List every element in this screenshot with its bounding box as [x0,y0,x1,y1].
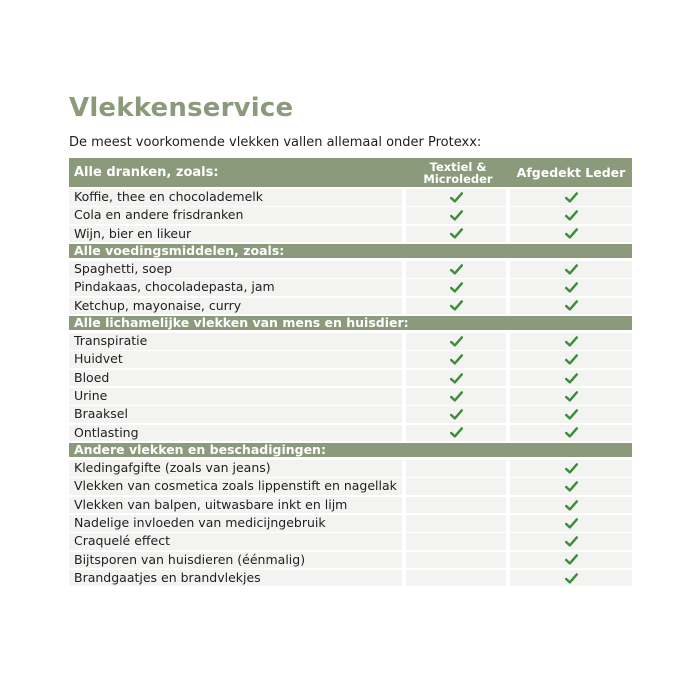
textiel-cell [406,533,506,550]
stain-label: Cola en andere frisdranken [69,207,402,224]
table-row [69,515,632,532]
table-row [69,460,632,477]
stain-label: Ontlasting [69,425,402,442]
check-icon [565,354,578,365]
table-row [69,552,632,569]
stain-label: Bloed [69,370,402,387]
table-row [69,207,632,224]
leder-cell [510,497,632,514]
table-header [69,158,632,187]
check-icon [565,427,578,438]
check-icon [565,373,578,384]
table-row [69,497,632,514]
check-icon [565,264,578,275]
check-icon [565,282,578,293]
textiel-cell [406,552,506,569]
section-heading: Andere vlekken en beschadigingen: [69,443,632,457]
textiel-cell [406,406,506,423]
leder-cell [510,333,632,350]
leder-cell [510,351,632,368]
header-category-cell [69,158,406,187]
stain-label: Huidvet [69,351,402,368]
header-leder-cell [510,158,632,187]
textiel-cell [406,425,506,442]
stain-label: Vlekken van cosmetica zoals lippenstift en nagellak [69,478,402,495]
table-row [69,298,632,315]
leder-cell [510,261,632,278]
leder-cell [510,388,632,405]
stain-label: Wijn, bier en likeur [69,226,402,243]
leder-cell [510,533,632,550]
check-icon [565,463,578,474]
check-icon [565,518,578,529]
check-icon [450,282,463,293]
header-leder-label: Afgedekt Leder [516,165,626,180]
leder-cell [510,207,632,224]
check-icon [450,391,463,402]
leder-cell [510,478,632,495]
check-icon [565,573,578,584]
page-subtitle: De meest voorkomende vlekken vallen allemaal onder Protexx: [69,135,482,150]
textiel-cell [406,570,506,587]
textiel-cell [406,298,506,315]
table-row [69,226,632,243]
check-icon [450,264,463,275]
leder-cell [510,189,632,206]
stain-label: Koffie, thee en chocolademelk [69,189,402,206]
check-icon [450,192,463,203]
check-icon [450,427,463,438]
section-heading: Alle voedingsmiddelen, zoals: [69,244,632,258]
table-row [69,388,632,405]
textiel-cell [406,261,506,278]
stain-label: Ketchup, mayonaise, curry [69,298,402,315]
textiel-cell [406,189,506,206]
header-textiel-label: Textiel & Microleder [423,159,493,186]
textiel-cell [406,207,506,224]
stain-label: Kledingafgifte (zoals van jeans) [69,460,402,477]
textiel-cell [406,497,506,514]
stain-label: Urine [69,388,402,405]
table-row [69,189,632,206]
table-row [69,370,632,387]
leder-cell [510,570,632,587]
table-row [69,261,632,278]
check-icon [450,336,463,347]
table-row [69,333,632,350]
check-icon [450,210,463,221]
header-section-label: Alle dranken, zoals: [74,165,219,180]
section-heading: Alle lichamelijke vlekken van mens en huisdier: [69,316,632,330]
table-row [69,425,632,442]
stain-label: Craquelé effect [69,533,402,550]
leder-cell [510,298,632,315]
leder-cell [510,226,632,243]
table-row [69,478,632,495]
textiel-cell [406,460,506,477]
stain-label: Bijtsporen van huisdieren (éénmalig) [69,552,402,569]
check-icon [565,500,578,511]
check-icon [565,210,578,221]
textiel-cell [406,388,506,405]
header-textiel-cell [406,158,510,187]
stain-label: Pindakaas, chocoladepasta, jam [69,279,402,296]
leder-cell [510,552,632,569]
check-icon [450,300,463,311]
stain-label: Nadelige invloeden van medicijngebruik [69,515,402,532]
table-row [69,279,632,296]
check-icon [565,391,578,402]
page-title: Vlekkenservice [69,93,294,123]
textiel-cell [406,478,506,495]
textiel-cell [406,279,506,296]
check-icon [565,554,578,565]
stain-label: Vlekken van balpen, uitwasbare inkt en lijm [69,497,402,514]
stain-label: Brandgaatjes en brandvlekjes [69,570,402,587]
leder-cell [510,370,632,387]
textiel-cell [406,515,506,532]
check-icon [565,336,578,347]
check-icon [565,481,578,492]
leder-cell [510,279,632,296]
check-icon [450,354,463,365]
leder-cell [510,425,632,442]
textiel-cell [406,370,506,387]
check-icon [450,228,463,239]
check-icon [450,409,463,420]
leder-cell [510,515,632,532]
check-icon [565,409,578,420]
table-body [69,189,632,586]
table-row [69,351,632,368]
leder-cell [510,406,632,423]
check-icon [565,536,578,547]
table-row [69,570,632,587]
leder-cell [510,460,632,477]
textiel-cell [406,333,506,350]
check-icon [565,228,578,239]
check-icon [565,192,578,203]
stain-label: Transpiratie [69,333,402,350]
stain-label: Spaghetti, soep [69,261,402,278]
check-icon [565,300,578,311]
textiel-cell [406,351,506,368]
table-row [69,533,632,550]
stain-table [69,158,632,588]
table-row [69,406,632,423]
check-icon [450,373,463,384]
textiel-cell [406,226,506,243]
stain-label: Braaksel [69,406,402,423]
